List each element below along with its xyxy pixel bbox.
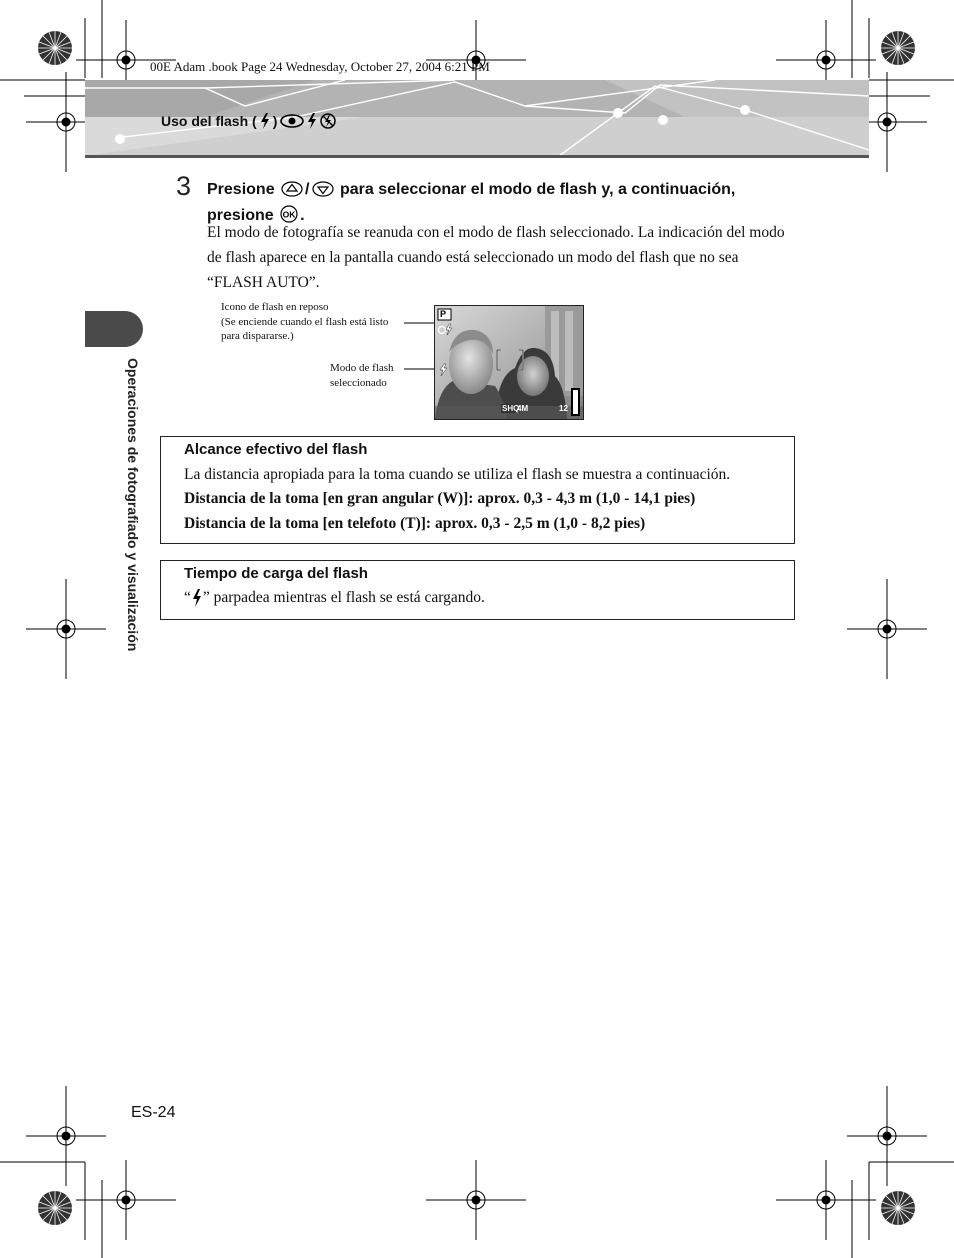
- lcd-photo: [435, 306, 583, 419]
- step-heading-part1: Presione: [207, 181, 275, 198]
- camera-lcd-preview: [434, 305, 584, 420]
- lcd-count: 12: [559, 404, 568, 413]
- svg-text:OK: OK: [282, 209, 296, 220]
- flash-range-text: La distancia apropiada para la toma cuando se utiliza el flash se muestra a continuación.: [184, 466, 731, 483]
- section-title: [161, 113, 336, 129]
- flash-charge-title: Tiempo de carga del flash: [184, 565, 368, 582]
- chapter-label-wrap: [121, 358, 141, 706]
- lcd-quality: SHQ: [502, 404, 520, 413]
- lcd-mode-badge: P: [440, 309, 447, 319]
- flash-range-box: [160, 436, 795, 544]
- section-title-text: Uso del flash (: [161, 113, 257, 129]
- chapter-label: Operaciones de fotografiado y visualización: [125, 358, 141, 652]
- step-heading-slash: /: [305, 181, 310, 198]
- flash-charge-text: ” parpadea mientras el flash se está cargando.: [202, 589, 485, 606]
- arrow-down-button-icon: [312, 181, 334, 204]
- arrow-up-button-icon: [281, 181, 303, 204]
- callout-standby-title: Icono de flash en reposo: [221, 301, 329, 313]
- flash-range-tele: Distancia de la toma [en telefoto (T)]: aprox. 0,3 - 2,5 m (1,0 - 8,2 pies): [184, 515, 646, 532]
- paren-close: ): [272, 113, 278, 129]
- red-eye-icon: [280, 114, 304, 128]
- chapter-tab: [85, 311, 143, 347]
- flash-range-title: Alcance efectivo del flash: [184, 441, 368, 458]
- callout-mode-line2: seleccionado: [330, 377, 387, 389]
- step-heading-part3: presione: [207, 207, 274, 224]
- lcd-size: 4M: [517, 404, 529, 413]
- page-number: ES-24: [131, 1104, 176, 1121]
- flash-charge-quote-open: “: [184, 589, 191, 606]
- callout-standby-icon: [221, 300, 411, 344]
- flash-auto-icon: [260, 113, 270, 129]
- print-info: 00E Adam .book Page 24 Wednesday, October 27, 2004 6:21 PM: [150, 59, 490, 74]
- flash-fill-icon: [307, 113, 317, 129]
- step-heading-end: .: [300, 207, 305, 224]
- flash-charge-box: [160, 560, 795, 620]
- step-heading-part2: para seleccionar el modo de flash y, a continuación,: [339, 181, 736, 198]
- flash-range-wide: Distancia de la toma [en gran angular (W)]: aprox. 0,3 - 4,3 m (1,0 - 14,1 pies): [184, 490, 696, 507]
- callout-standby-note: (Se enciende cuando el flash está listo para dispararse.): [221, 315, 389, 342]
- step-number: 3: [176, 171, 192, 201]
- flash-charge-icon: [192, 589, 202, 607]
- callout-mode-line1: Modo de flash: [330, 362, 394, 374]
- flash-charge-text-line: [184, 589, 784, 607]
- flash-off-icon: [320, 113, 336, 129]
- step-body: El modo de fotografía se reanuda con el modo de flash seleccionado. La indicación del modo de flash aparece en la pantalla cuando está seleccionado un modo del flash que no sea “FLASH AUTO”.: [207, 224, 785, 291]
